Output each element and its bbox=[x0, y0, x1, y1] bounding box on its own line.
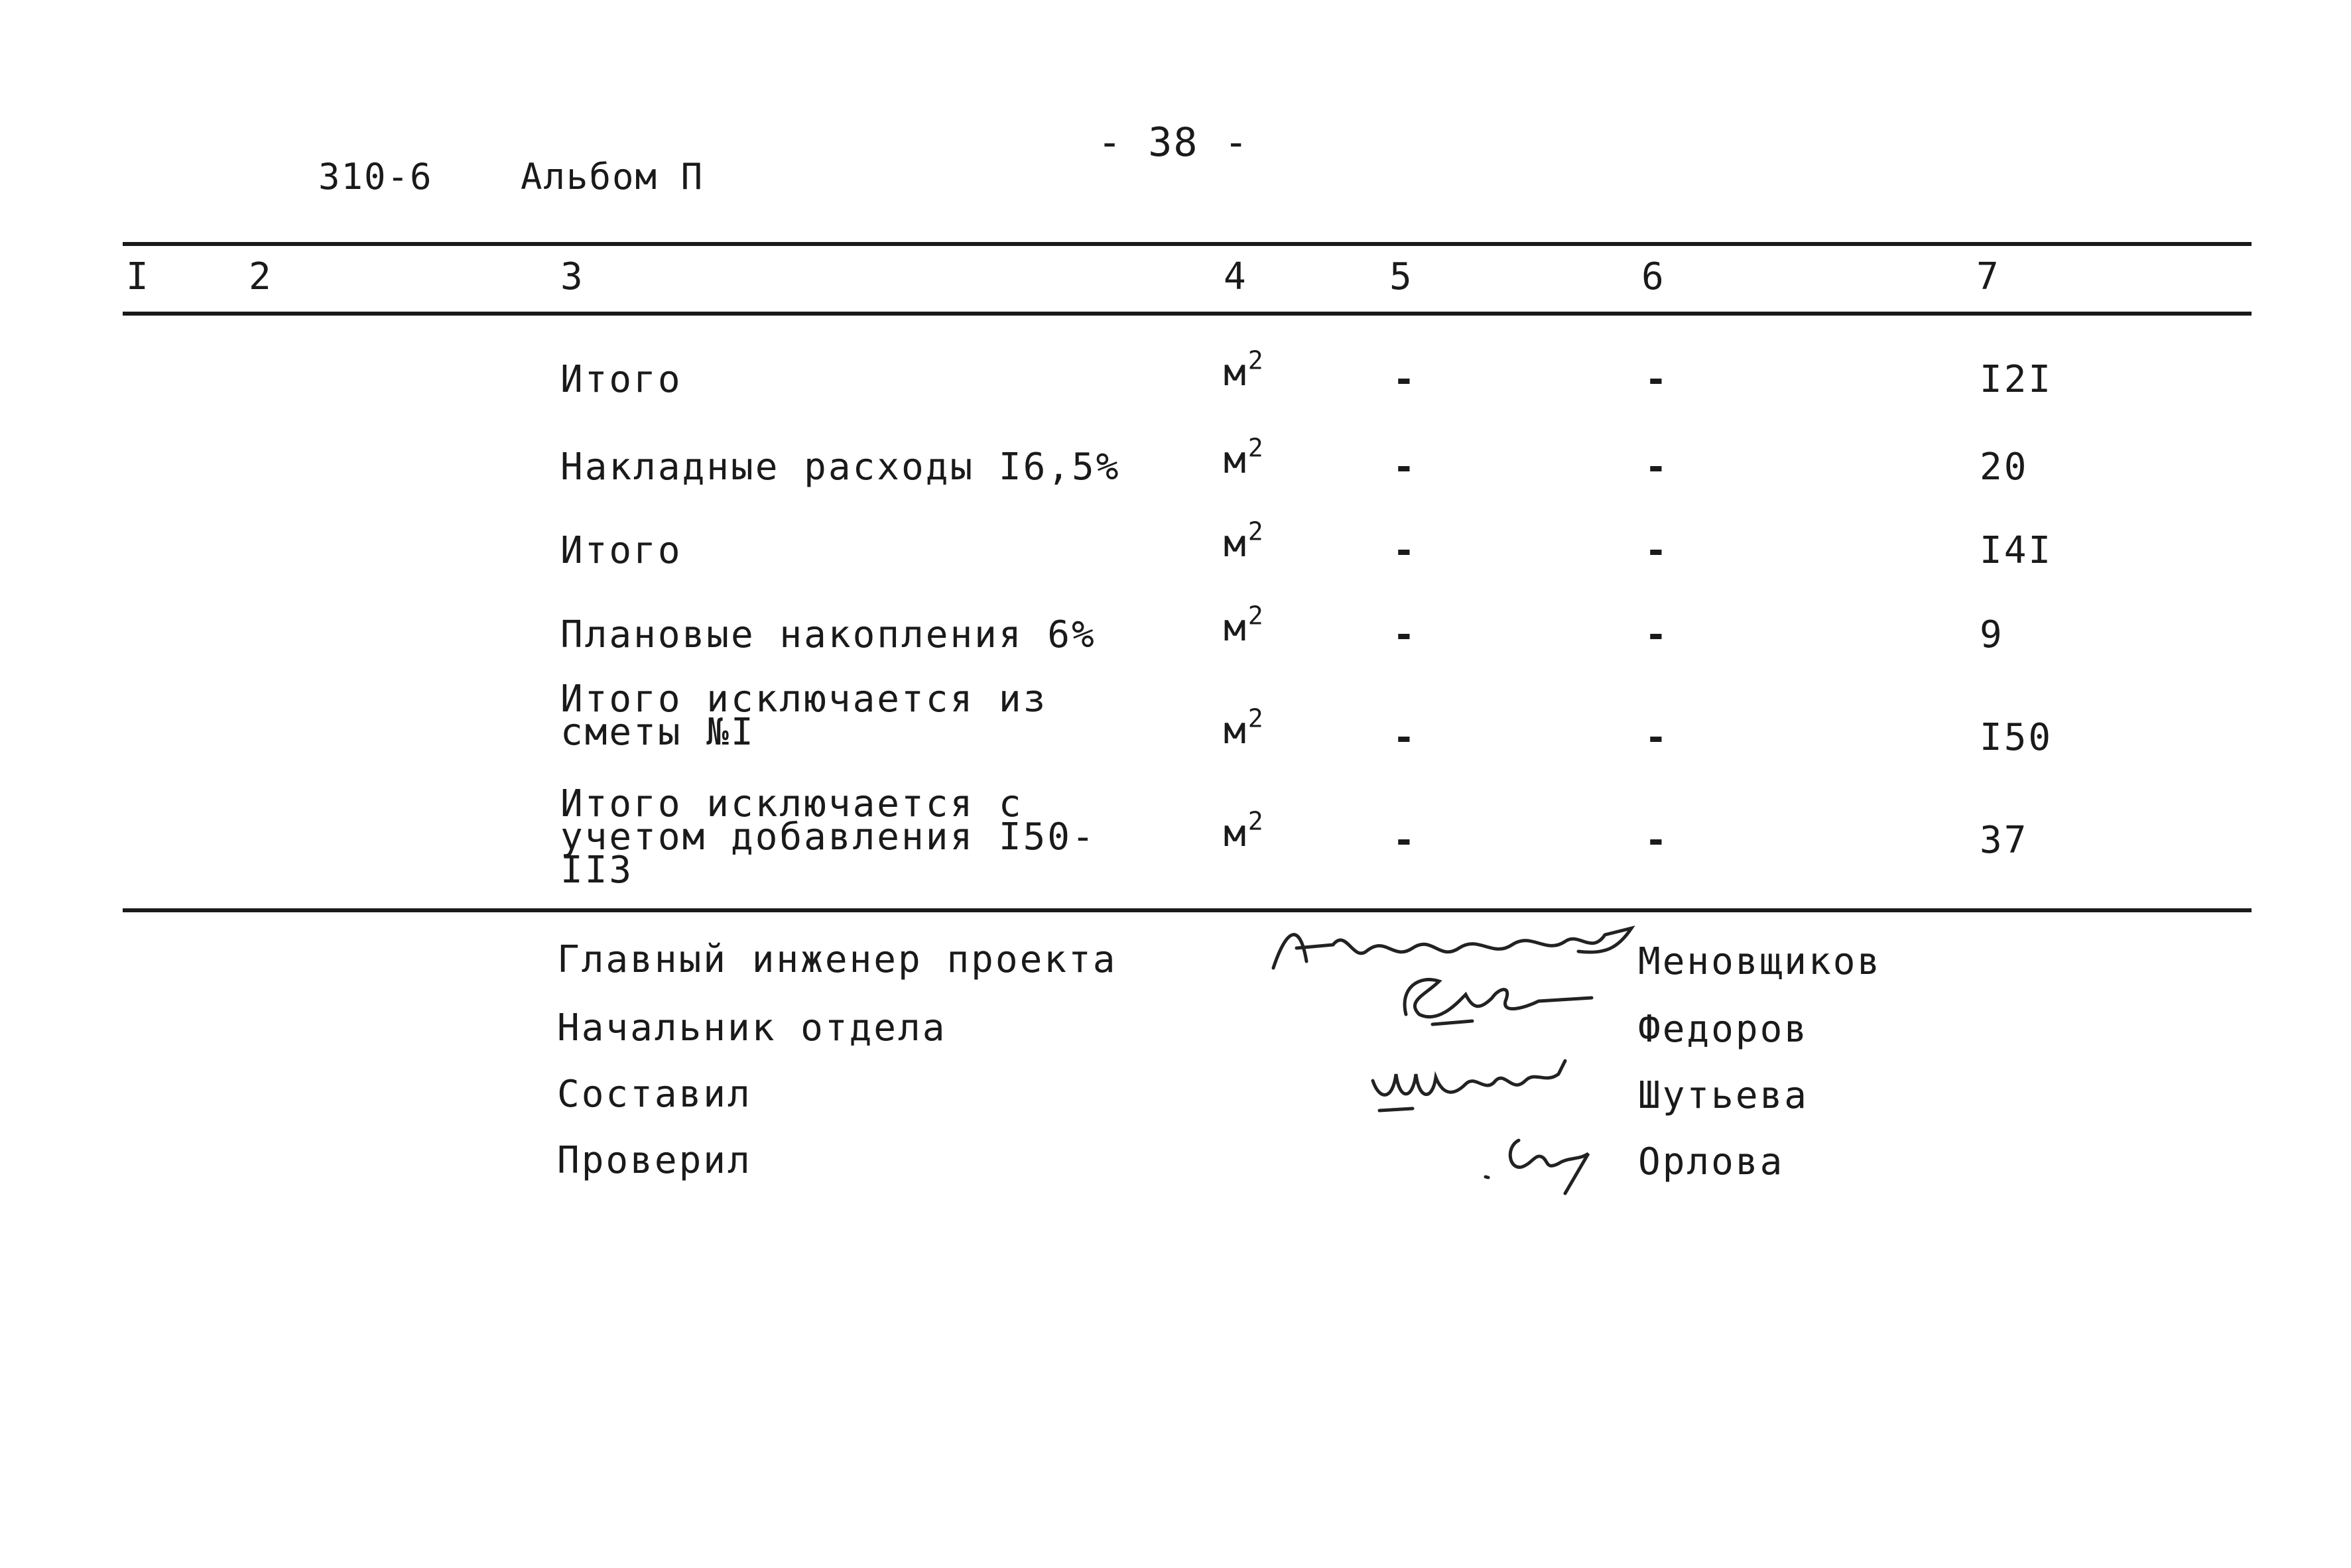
column-header-2: 2 bbox=[249, 255, 273, 298]
row-col5: - bbox=[1393, 613, 1417, 656]
row-col6: - bbox=[1645, 819, 1669, 862]
handwritten-signature-icon bbox=[1379, 961, 1618, 1034]
row-item-name: Итого bbox=[560, 358, 682, 401]
row-col6: - bbox=[1645, 529, 1669, 572]
column-header-6: 6 bbox=[1641, 255, 1666, 298]
row-value: I50 bbox=[1980, 716, 2053, 759]
row-value: 9 bbox=[1980, 613, 2004, 656]
album-label: Альбом П bbox=[521, 156, 704, 198]
row-unit: $м^2$ bbox=[1224, 806, 1265, 855]
signature-name: Федоров bbox=[1638, 1008, 1809, 1051]
row-col6: - bbox=[1645, 358, 1669, 401]
row-unit: $м^2$ bbox=[1224, 601, 1265, 650]
document-code: 310-6 bbox=[318, 156, 433, 198]
column-header-3: 3 bbox=[560, 255, 585, 298]
row-value: I4I bbox=[1980, 529, 2053, 572]
row-unit: $м^2$ bbox=[1224, 433, 1265, 482]
signature-role: Главный инженер проекта bbox=[557, 938, 1117, 981]
header-bottom-rule bbox=[123, 312, 2252, 316]
row-value: I2I bbox=[1980, 358, 2053, 401]
row-unit: $м^2$ bbox=[1224, 516, 1265, 566]
row-col6: - bbox=[1645, 446, 1669, 489]
row-item-name: Итого исключается из сметы №I bbox=[560, 678, 1048, 754]
row-col6: - bbox=[1645, 613, 1669, 656]
row-col5: - bbox=[1393, 446, 1417, 489]
table-top-rule bbox=[123, 242, 2252, 246]
row-col5: - bbox=[1393, 358, 1417, 401]
column-header-7: 7 bbox=[1976, 255, 2001, 298]
table-bottom-rule bbox=[123, 908, 2252, 912]
signature-name: Шутьева bbox=[1638, 1074, 1809, 1117]
signature-role: Проверил bbox=[557, 1139, 752, 1182]
row-item-name: Итого исключается с учетом добавления I50-II3 bbox=[560, 782, 1096, 892]
row-value: 37 bbox=[1980, 819, 2029, 862]
row-unit: $м^2$ bbox=[1224, 703, 1265, 753]
row-unit: $м^2$ bbox=[1224, 345, 1265, 394]
signature-name: Меновщиков bbox=[1638, 940, 1882, 983]
row-col6: - bbox=[1645, 716, 1669, 759]
row-item-name: Итого bbox=[560, 529, 682, 572]
column-header-5: 5 bbox=[1389, 255, 1414, 298]
column-header-4: 4 bbox=[1224, 255, 1248, 298]
signature-role: Начальник отдела bbox=[557, 1006, 947, 1050]
row-col5: - bbox=[1393, 716, 1417, 759]
row-item-name: Накладные расходы I6,5% bbox=[560, 446, 1121, 489]
signature-role: Составил bbox=[557, 1073, 752, 1116]
handwritten-signature-icon bbox=[1360, 1048, 1598, 1120]
signature-name: Орлова bbox=[1638, 1140, 1785, 1183]
row-col5: - bbox=[1393, 819, 1417, 862]
row-item-name: Плановые накопления 6% bbox=[560, 613, 1096, 656]
handwritten-signature-icon bbox=[1472, 1120, 1631, 1200]
page-number: - 38 - bbox=[1098, 119, 1249, 166]
row-col5: - bbox=[1393, 529, 1417, 572]
row-value: 20 bbox=[1980, 446, 2029, 489]
column-header-1: I bbox=[126, 255, 151, 298]
